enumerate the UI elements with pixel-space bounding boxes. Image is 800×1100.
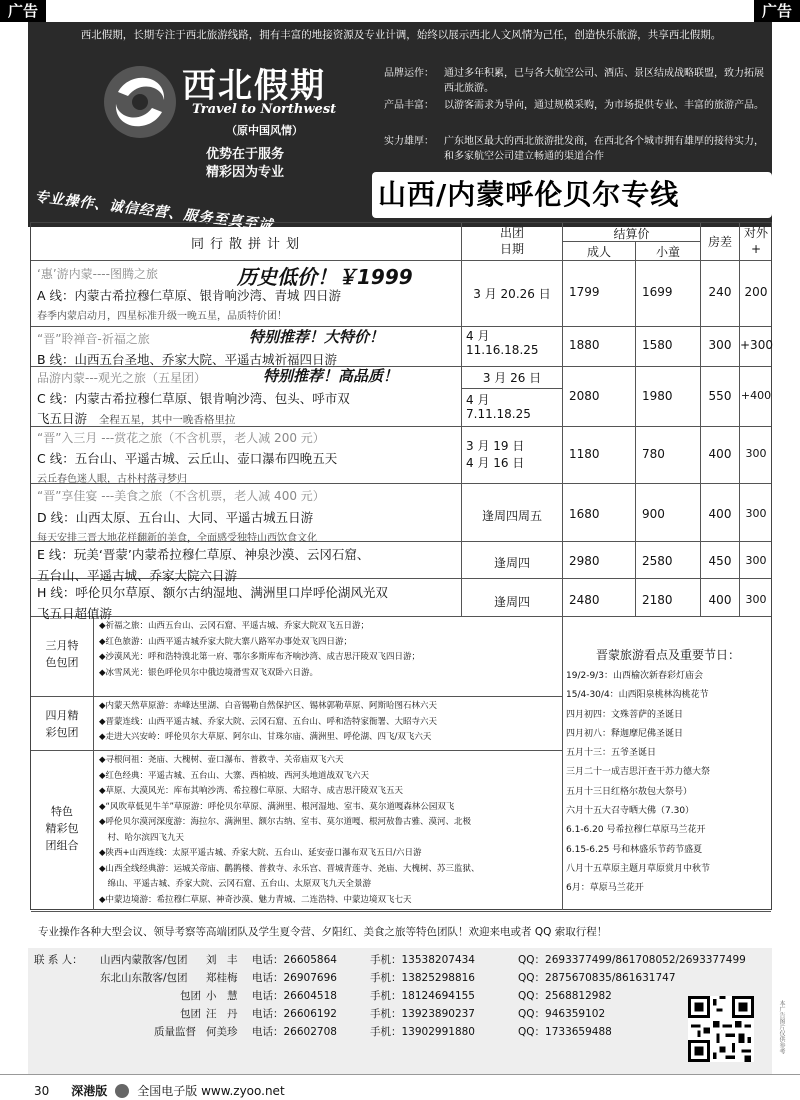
price-adult: 1799: [569, 285, 600, 299]
festival-item: 6月：草原马兰花开: [566, 883, 644, 894]
festival-item: 四月初八：释迦摩尼佛圣诞日: [566, 728, 684, 739]
feature-value: 通过多年积累，已与各大航空公司、酒店、景区结成战略联盟，致力拓展西北旅游。: [444, 68, 764, 94]
package-item: 村、哈尔滨四飞九天: [99, 832, 185, 843]
intro-text: 西北假期，长期专注于西北旅游线路，拥有丰富的地接资源及专业计调，始终以展示西北人文风情为己任，创造快乐旅游，共享西北假期。: [80, 29, 722, 41]
ad-tag-left: 广告: [0, 0, 46, 22]
contact-name: 小 慧: [206, 990, 238, 1002]
package-item: ◆红色旅游：山西平遥古城乔家大院大寨八路军办事处双飞四日游；: [99, 636, 353, 647]
header-adult: 成人: [586, 245, 611, 259]
ad-tag-right: 广告: [754, 0, 800, 22]
price-child: 2180: [642, 593, 673, 607]
contact-name: 何美珍: [206, 1026, 238, 1038]
route-h: [37, 583, 457, 622]
price-room: 400: [708, 593, 732, 607]
route-sub: 云丘春色迷人眼，古朴村落寻梦归: [37, 474, 187, 485]
price-child: 2580: [642, 554, 673, 568]
price-adult: 2980: [569, 554, 600, 568]
route-sub: 全程五星，其中一晚香格里拉: [98, 414, 236, 426]
price-foreign: 200: [744, 285, 768, 299]
route-date-2: 4 月 7.11.18.25: [466, 393, 531, 421]
package-list-special: [99, 753, 559, 908]
package-item: 绵山、平遥古城、乔家大院、云冈石窟、五台山、太原双飞九天全景游: [99, 879, 372, 889]
festival-item: 6.15-6.25 号和林盛乐节药节盛夏: [566, 844, 703, 855]
feature-key: 产品丰富：: [384, 100, 434, 111]
feature-strength: [384, 134, 774, 164]
route-main: B 线：山西五台圣地、乔家大院、平遥古城祈福四日游: [37, 352, 338, 367]
price-adult: 1680: [569, 507, 600, 521]
contact-qq: QQ：2875670835/861631747: [518, 972, 676, 984]
package-item: ◆陕西+山西连线：太原平遥古城、乔家大院、五台山、延安壶口瀑布双飞五日/六日游: [99, 848, 422, 858]
contact-qq: QQ：1733659488: [518, 1026, 612, 1038]
feature-value: 广东地区最大的西北旅游批发商，在西北各个城市拥有雄厚的接待实力，和多家航空公司建立畅通的渠道合作: [444, 136, 764, 162]
package-item: ◆红色经典：平遥古城、五台山、大寨、西柏坡、西河头地道战双飞六天: [99, 770, 370, 781]
logo-chinese: 西北假期: [182, 66, 326, 106]
feature-brand: [384, 66, 774, 96]
contact-mobile: 手机：18124694155: [370, 990, 475, 1002]
route-date-2: 4 月 16 日: [466, 456, 525, 470]
feature-key: 实力雄厚：: [384, 136, 434, 147]
price-child: 900: [642, 507, 665, 521]
price-child: 780: [642, 447, 665, 461]
globe-icon: [115, 1084, 129, 1098]
page-footer: [34, 1082, 285, 1099]
price-foreign: +300: [740, 338, 773, 352]
header-price: 结算价: [613, 227, 650, 241]
qr-code-icon: [688, 996, 754, 1062]
route-top: “晋”享佳宴 ---美食之旅（不含机票，老人减 400 元）: [37, 489, 325, 503]
price-foreign: +400: [740, 389, 772, 402]
route-b: [37, 330, 457, 368]
contact-mobile: 手机：13902991880: [370, 1026, 475, 1038]
route-top: “晋”入三月 ---赏花之旅（不含机票，老人减 200 元）: [37, 431, 325, 445]
package-item: ◆山西全线经典游：运城关帝庙、鹳鹊楼、普救寺、永乐宫、晋城青莲寺、尧庙、大槐树、苏三监狱、: [99, 863, 480, 874]
price-child: 1980: [642, 389, 673, 403]
contact-tel: 电话：26606192: [252, 1008, 337, 1020]
price-adult: 2080: [569, 389, 600, 403]
feature-value: 以游客需求为导向，通过规模采购，为市场提供专业、丰富的旅游产品。: [444, 100, 764, 111]
price-foreign: 300: [745, 507, 767, 520]
logo-english: Travel to Northwest: [192, 102, 337, 117]
price-child: 1699: [642, 285, 673, 299]
edition-label: 深港版: [71, 1084, 108, 1098]
package-item: ◆走进大兴安岭：呼伦贝尔大草原、阿尔山、甘珠尔庙、满洲里、呼伦湖、四飞/双飞六天: [99, 732, 432, 742]
contact-role: 东北山东散客/包团: [100, 972, 188, 984]
price-room: 300: [708, 338, 732, 352]
feature-key: 品牌运作：: [384, 68, 434, 79]
route-main: A 线：内蒙古希拉穆仁草原、银肯响沙湾、青城 四日游: [37, 288, 341, 303]
route-date: 3 月 19 日: [466, 439, 525, 453]
route-main-cont: 五台山、平遥古城、乔家大院六日游: [37, 568, 238, 583]
festival-item: 五月十三日红格尔敖包大祭号）: [566, 786, 693, 797]
header-foreign: 对外 +: [743, 226, 768, 256]
package-label-april: 四月精 彩包团: [45, 709, 79, 739]
price-room: 400: [708, 507, 732, 521]
route-date: 3 月 20.26 日: [473, 287, 551, 301]
package-item: ◆祈福之旅：山西五台山、云冈石窟、平遥古城、乔家大院双飞五日游；: [99, 621, 370, 631]
contact-name: 汪 丹: [206, 1008, 238, 1020]
route-d: [37, 487, 457, 544]
route-main: H 线：呼伦贝尔草原、额尔古纳湿地、满洲里口岸呼伦湖风光双: [37, 585, 388, 600]
page-number: 30: [34, 1083, 50, 1098]
website-label: 全国电子版 www.zyoo.net: [137, 1084, 285, 1098]
feature-products: [384, 98, 774, 113]
package-item: ◆中蒙边境游：希拉穆仁草原、神奇沙漠、魅力青城、二连浩特、中蒙边境双飞七天: [99, 894, 412, 905]
contact-role: 质量监督: [154, 1026, 196, 1038]
price-foreign: 300: [745, 447, 767, 460]
price-foreign: 300: [745, 593, 767, 606]
festival-item: 八月十五草原主题月草原赏月中秋节: [566, 863, 711, 874]
route-main: D 线：山西太原、五台山、大同、平遥古城五日游: [37, 510, 314, 525]
package-item: ◆沙漠风光：呼和浩特溴北第一府、鄂尔多斯库布齐响沙湾、成吉思汗陵双飞四日游；: [99, 652, 421, 662]
contact-mobile: 手机：13538207434: [370, 954, 475, 966]
price-adult: 1180: [569, 447, 600, 461]
contact-role: 包团: [180, 1008, 201, 1020]
contact-tel: 电话：26602708: [252, 1026, 337, 1038]
package-item: ◆冰雪风光：银色呼伦贝尔中俄边境滑雪双飞双卧六日游。: [99, 667, 319, 678]
festival-item: 三月二十一成吉思汗查干苏力德大祭: [566, 767, 711, 778]
price-room: 550: [708, 389, 732, 403]
package-item: ◆“风吹草低见牛羊”草原游：呼伦贝尔草原、满洲里、根河湿地、室韦、莫尔道嘎森林公园双飞: [99, 801, 455, 812]
slogan: [206, 146, 284, 182]
slogan-line: 优势在于服务: [206, 147, 285, 162]
contact-mobile: 手机：13923890237: [370, 1008, 475, 1020]
contact-qq: QQ：946359102: [518, 1008, 606, 1020]
route-main-cont: 飞五日超值游: [37, 606, 113, 621]
route-c2: [37, 429, 457, 485]
package-label-march: 三月特 色包团: [45, 639, 79, 669]
package-item: ◆草原、大漠风光：库布其响沙湾、希拉穆仁草原、大昭寺、成吉思汗陵双飞五天: [99, 786, 404, 796]
route-date: 3 月 26 日: [482, 371, 542, 385]
route-date: 逢周四周五: [481, 509, 542, 523]
route-main-cont: 飞五日游: [37, 411, 88, 426]
package-list-march: [99, 619, 559, 681]
route-main: C 线：内蒙古希拉穆仁草原、银肯响沙湾、包头、呼市双: [37, 391, 350, 406]
festival-item: 四月初四：文殊菩萨的圣诞日: [566, 709, 684, 720]
contact-tel: 电话：26605864: [252, 954, 337, 966]
price-child: 1580: [642, 338, 673, 352]
package-list-april: [99, 699, 559, 746]
package-item: ◆寻根问祖：尧庙、大槐树、壶口瀑布、普救寺、关帝庙双飞六天: [99, 755, 344, 765]
contacts-label: 联 系 人：: [34, 954, 83, 966]
route-sub: 每天安排三晋大地花样翻新的美食，全面感受独特山西饮食文化: [37, 533, 317, 544]
route-top: ‘惠’游内蒙----图腾之旅: [37, 267, 158, 281]
logo-swirl-icon: [100, 62, 180, 142]
contact-qq: QQ：2693377499/861708052/2693377499: [518, 954, 746, 966]
promo-badge: 特别推荐！大特价！: [249, 328, 385, 346]
page-divider: [0, 1074, 800, 1075]
header-child: 小童: [655, 245, 680, 259]
route-date: 4 月 11.16.18.25: [466, 329, 539, 357]
price-foreign: 300: [745, 554, 767, 567]
promo-badge: 特别推荐！高品质！: [263, 367, 399, 385]
festival-item: 15/4-30/4：山西阳泉桃林沟桃花节: [566, 690, 709, 701]
contact-role: 包团: [180, 990, 201, 1002]
festival-item: 六月十五大召寺晒大佛（7.30）: [566, 806, 695, 817]
header-plan: 同行散拼计划: [190, 237, 305, 252]
price-room: 400: [708, 447, 732, 461]
route-date: 逢周四: [493, 595, 530, 609]
contact-tel: 电话：26604518: [252, 990, 337, 1002]
package-item: ◆晋蒙连线：山西平遥古城、乔家大院、云冈石窟、五台山、呼和浩特家衙署、大昭寺六天: [99, 716, 438, 727]
route-main: E 线：玩美‘晋蒙’内蒙希拉穆仁草原、神泉沙漠、云冈石窟、: [37, 547, 370, 562]
price-room: 240: [708, 285, 732, 299]
festival-title: 晋蒙旅游看点及重要节日：: [595, 648, 740, 662]
main-title: 山西/内蒙呼伦贝尔专线: [378, 178, 680, 211]
route-sub: 春季内蒙启动月，四星标准升级一晚五星，品质特价团！: [37, 311, 287, 322]
route-top: “晋”聆禅音-祈福之旅: [37, 332, 150, 346]
route-e: [37, 545, 457, 584]
price-adult: 2480: [569, 593, 600, 607]
header-room: 房差: [707, 235, 732, 249]
package-label-special: 特色 精彩包 团组合: [45, 805, 79, 852]
price-room: 450: [708, 554, 732, 568]
festival-item: 6.1-6.20 号希拉穆仁草原马兰花开: [566, 825, 706, 836]
logo-subtitle: （原中国风情）: [226, 124, 303, 137]
contact-mobile: 手机：13825298816: [370, 972, 475, 984]
route-main: C 线：五台山、平遥古城、云丘山、壶口瀑布四晚五天: [37, 451, 338, 466]
contact-name: 郑桂梅: [206, 972, 238, 984]
contact-role: 山西内蒙散客/包团: [100, 954, 188, 966]
festival-list: [566, 646, 770, 899]
route-date: 逢周四: [493, 556, 530, 570]
promo-badge: 历史低价！￥1999: [237, 265, 413, 289]
banner-slogan: 专业操作、诚信经营、服务至真至诚: [33, 188, 274, 235]
package-item: ◆内蒙天然草原游：赤峰达里湖、白音锡勒自然保护区、锡林郭勒草原、阿斯哈图石林六天: [99, 701, 438, 711]
slogan-line: 精彩因为专业: [206, 165, 285, 180]
festival-item: 19/2-9/3：山西榆次新春彩灯庙会: [566, 671, 703, 681]
contact-qq: QQ：2568812982: [518, 990, 612, 1002]
festival-item: 五月十三：五爷圣诞日: [566, 748, 657, 759]
header-depart: 出团 日期: [499, 226, 524, 256]
contact-name: 刘 丰: [206, 954, 238, 966]
route-top: 品游内蒙---观光之旅（五星团）: [37, 371, 206, 385]
price-adult: 1880: [569, 338, 600, 352]
side-note: 本广告图片仅供参考: [778, 1000, 785, 1054]
footer-note: 专业操作各种大型会议、领导考察等高端团队及学生夏令营、夕阳红、美食之旅等特色团队！欢迎来电或者 QQ 索取行程！: [38, 926, 608, 938]
package-item: ◆呼伦贝尔漠河深度游：海拉尔、满洲里、额尔古纳、室韦、莫尔道嘎、根河敖鲁古雅、漠河、北极: [99, 817, 472, 827]
contact-tel: 电话：26907696: [252, 972, 337, 984]
